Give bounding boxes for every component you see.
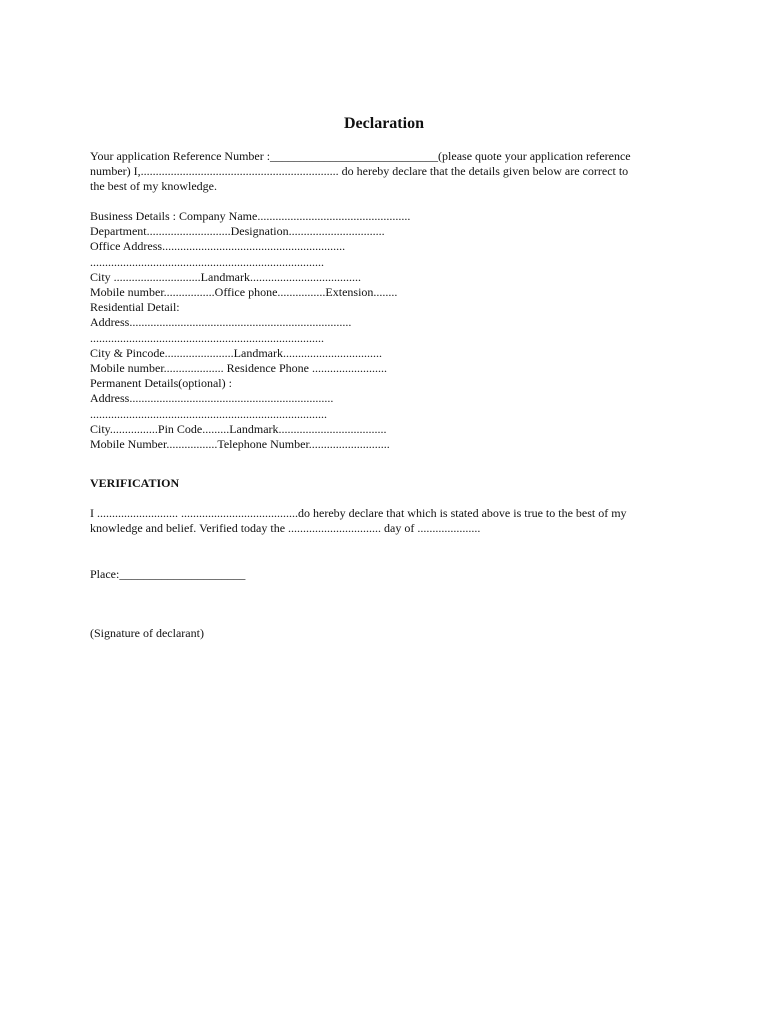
place-field: Place:_____________________ — [90, 567, 246, 581]
intro-line-knowledge: the best of my knowledge. — [90, 179, 217, 194]
permanent-address-continuation-line: ............................................................................... — [90, 406, 327, 421]
department-designation-line: Department............................Designation................................ — [90, 224, 385, 239]
intro-line-reference-number: Your application Reference Number :____________________________(please quote your application reference — [90, 149, 631, 163]
business-phone-line: Mobile number.................Office phone................Extension........ — [90, 285, 398, 300]
business-city-landmark-line: City .............................Landmark..................................... — [90, 269, 361, 284]
permanent-details-heading: Permanent Details(optional) : — [90, 376, 232, 391]
signature-label: (Signature of declarant) — [90, 626, 204, 640]
page-title: Declaration — [344, 115, 424, 132]
intro-line-declaration: number) I,.................................................................. do hereby declare that the details given below are correct to — [90, 164, 629, 179]
intro-paragraph — [90, 149, 680, 195]
permanent-city-pincode-line: City................Pin Code.........Landmark.................................... — [90, 421, 387, 436]
residential-address-line: Address.......................................................................... — [90, 315, 352, 330]
permanent-phone-line: Mobile Number.................Telephone Number........................... — [90, 437, 390, 452]
details-section — [90, 209, 680, 452]
residential-phone-line: Mobile number.................... Residence Phone ......................... — [90, 361, 387, 376]
business-company-name-line: Business Details : Company Name................................................... — [90, 209, 411, 223]
residential-city-pincode-line: City & Pincode.......................Landmark................................. — [90, 345, 382, 360]
residential-detail-heading: Residential Detail: — [90, 300, 180, 315]
office-address-line: Office Address............................................................. — [90, 239, 346, 254]
verification-paragraph — [90, 506, 680, 536]
residential-address-continuation-line: .............................................................................. — [90, 330, 324, 345]
verification-line-declaration: I ........................... .......................................do hereby declare that which is stated above is true to the best of my — [90, 506, 627, 520]
permanent-address-line: Address.................................................................... — [90, 391, 334, 406]
verification-heading: VERIFICATION — [90, 476, 180, 490]
office-address-continuation-line: .............................................................................. — [90, 254, 324, 269]
verification-line-date: knowledge and belief. Verified today the ............................... day of ..................... — [90, 521, 481, 536]
